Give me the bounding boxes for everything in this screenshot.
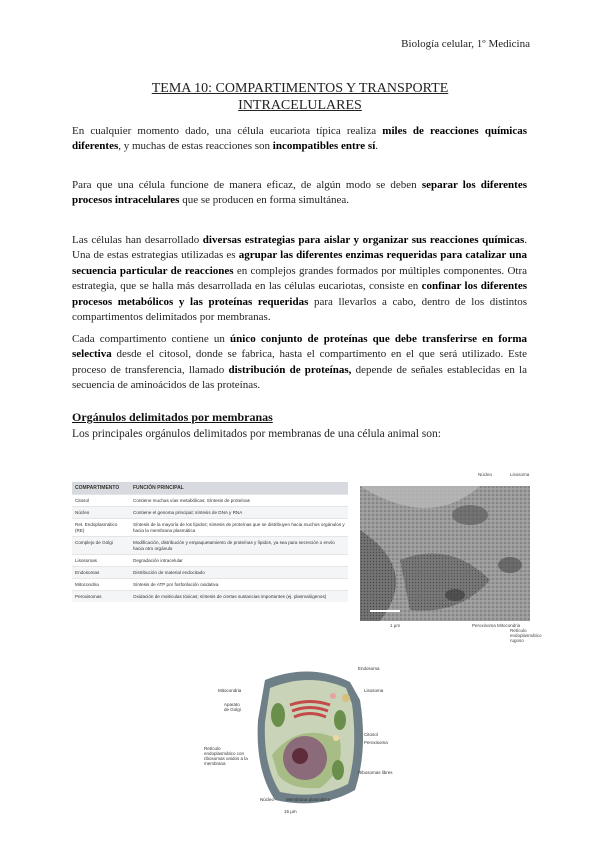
micro-label-nucleus: Núcleo	[478, 472, 493, 477]
p3-text-2: . Una de estas estrategias utilizadas es	[72, 234, 528, 262]
p4-bold-2: distribución de proteínas,	[228, 363, 352, 376]
p3-bold-1: diversas estrategias para aislar y organizar sus reacciones químicas	[202, 234, 525, 246]
table-cell: Citosol	[72, 495, 130, 507]
table-row	[72, 537, 348, 555]
paragraph-4	[72, 332, 527, 394]
micro-label-rer: Retículo endoplasmático rugoso	[510, 628, 542, 643]
p3-text-3: en complejos grandes formados por múltiples componentes. Otra estrategia, que se halla más desarrollada en las células eucariotas, consiste en	[72, 264, 527, 293]
table-row	[72, 507, 348, 519]
compartment-table	[72, 482, 348, 602]
p3-text-1: Las células han desarrollado	[72, 234, 203, 246]
title-line-2: INTRACELULARES	[238, 98, 362, 113]
p1-bold-1: miles de reacciones químicas diferentes	[72, 125, 528, 153]
table-cell: Síntesis de la mayoría de los lípidos; síntesis de proteínas que se distribuyen hacia muchos orgánulos y hacia la membrana plasmática	[130, 519, 348, 537]
paragraph-2	[72, 178, 527, 209]
p2-text-2: que se producen en forma simultánea.	[179, 194, 349, 207]
table-cell: Núcleo	[72, 507, 130, 519]
cell-label-nucleus: Núcleo	[260, 797, 275, 802]
table-row	[72, 567, 348, 579]
table-cell: Contiene el genoma principal; síntesis de DNA y RNA	[130, 507, 348, 519]
micro-label-mitochondria: Mitocondria	[497, 623, 521, 628]
cell-label-scale: 15 μm	[284, 809, 297, 814]
cell-label-plasma-membrane: Membrana plasmática	[286, 797, 331, 802]
p2-bold-1: separar los diferentes procesos intracelulares	[72, 179, 527, 207]
p3-text-4: para llevarlos a cabo, dentro de los distintos compartimentos delimitados por membranas.	[72, 295, 527, 324]
course-header: Biología celular, 1º Medicina	[401, 38, 530, 50]
table-cell: Distribución de material endocitado	[130, 567, 348, 579]
table-row	[72, 591, 348, 603]
p1-text-3: .	[375, 140, 379, 153]
cell-label-mitochondria: Mitocondria	[218, 688, 242, 693]
table-cell: Complejo de Golgi	[72, 537, 130, 555]
p4-text-1: Cada compartimento contiene un	[72, 333, 231, 345]
page-title	[100, 80, 500, 114]
table-cell: Síntesis de ATP por fosforilación oxidativa	[130, 579, 348, 591]
table-header-function: FUNCIÓN PRINCIPAL	[130, 482, 348, 495]
table-cell: Degradación intracelular	[130, 555, 348, 567]
micro-label-lysosome: Lisosoma	[510, 472, 530, 477]
table-row	[72, 579, 348, 591]
table-row	[72, 495, 348, 507]
lysosome-shape	[330, 693, 336, 699]
table-cell: Mitocondria	[72, 579, 130, 591]
p1-text-1: En cualquier momento dado, una célula eucariota típica realiza	[72, 125, 383, 137]
mitochondrion-shape	[271, 703, 285, 727]
table-cell: Contiene muchas vías metabólicas; Síntesis de proteínas	[130, 495, 348, 507]
table-header-compartment: COMPARTIMENTO	[72, 482, 130, 495]
cell-label-golgi: Aparato de Golgi	[224, 702, 241, 712]
micro-label-scale: 1 μm	[390, 623, 401, 628]
table-header-row	[72, 482, 348, 495]
table-cell: Oxidación de moléculas tóxicas; síntesis de ciertas sustancias importantes (ej. plasmalógenos)	[130, 591, 348, 603]
paragraph-1	[72, 124, 527, 155]
p3-bold-3: confinar los diferentes procesos metabólicos y las proteínas requeridas	[72, 280, 527, 308]
electron-micrograph-figure	[360, 470, 542, 643]
p4-text-3: depende de señales establecidas en la secuencia de aminoácidos de las proteínas.	[72, 363, 527, 392]
p2-text-1: Para que una célula funcione de manera eficaz, de algún modo se deben	[72, 179, 422, 191]
electron-micrograph	[360, 470, 530, 630]
table-cell: Modificación, distribución y empaquetamiento de proteínas y lípidos, ya sea para secreción o envío hacia otro orgánulo	[130, 537, 348, 555]
cell-label-free-ribosomes: Ribosomas libres	[358, 770, 393, 775]
cell-label-endosome: Endosoma	[358, 666, 380, 671]
table-cell: Peroxisomas	[72, 591, 130, 603]
p3-bold-2: agrupar las diferentes enzimas requeridas para catalizar una secuencia particular de reacciones	[72, 249, 527, 277]
cell-label-er: Retículo endoplasmático con ribosomas unidos a la membrana	[204, 746, 248, 766]
table-row	[72, 519, 348, 537]
cell-label-peroxisome: Peroxisoma	[364, 740, 388, 745]
table-cell: Ret. Endoplasmático (RE)	[72, 519, 130, 537]
p4-text-2: desde el citosol, donde se fabrica, hasta el compartimento en el que será utilizado. Este proceso de transferencia, llamado	[72, 348, 527, 376]
compartment-table-figure	[72, 482, 348, 632]
section-heading: Orgánulos delimitados por membranas	[72, 410, 273, 424]
p1-bold-2: incompatibles entre sí	[272, 140, 376, 153]
mitochondrion-shape	[332, 760, 344, 780]
p4-bold-1: único conjunto de proteínas que debe transferirse en forma selectiva	[72, 333, 528, 361]
nucleolus-shape	[292, 748, 308, 764]
section-intro: Los principales orgánulos delimitados por membranas de una célula animal son:	[72, 428, 441, 440]
cell-label-cytosol: Citosol	[364, 732, 378, 737]
cell-label-lysosome: Lisosoma	[364, 688, 384, 693]
table-cell: Endosomas	[72, 567, 130, 579]
table-cell: Lisosomas	[72, 555, 130, 567]
cell-diagram-figure	[200, 660, 430, 820]
peroxisome-shape	[333, 735, 339, 741]
endosome-shape	[342, 694, 350, 702]
cell-diagram	[200, 660, 430, 820]
title-line-1: TEMA 10: COMPARTIMENTOS Y TRANSPORTE	[151, 81, 449, 96]
table-row	[72, 555, 348, 567]
p1-text-2: , y muchas de estas reacciones son	[118, 140, 273, 153]
micro-label-peroxisome: Peroxisoma	[472, 623, 496, 628]
mitochondrion-shape	[334, 710, 346, 730]
paragraph-3	[72, 233, 527, 325]
